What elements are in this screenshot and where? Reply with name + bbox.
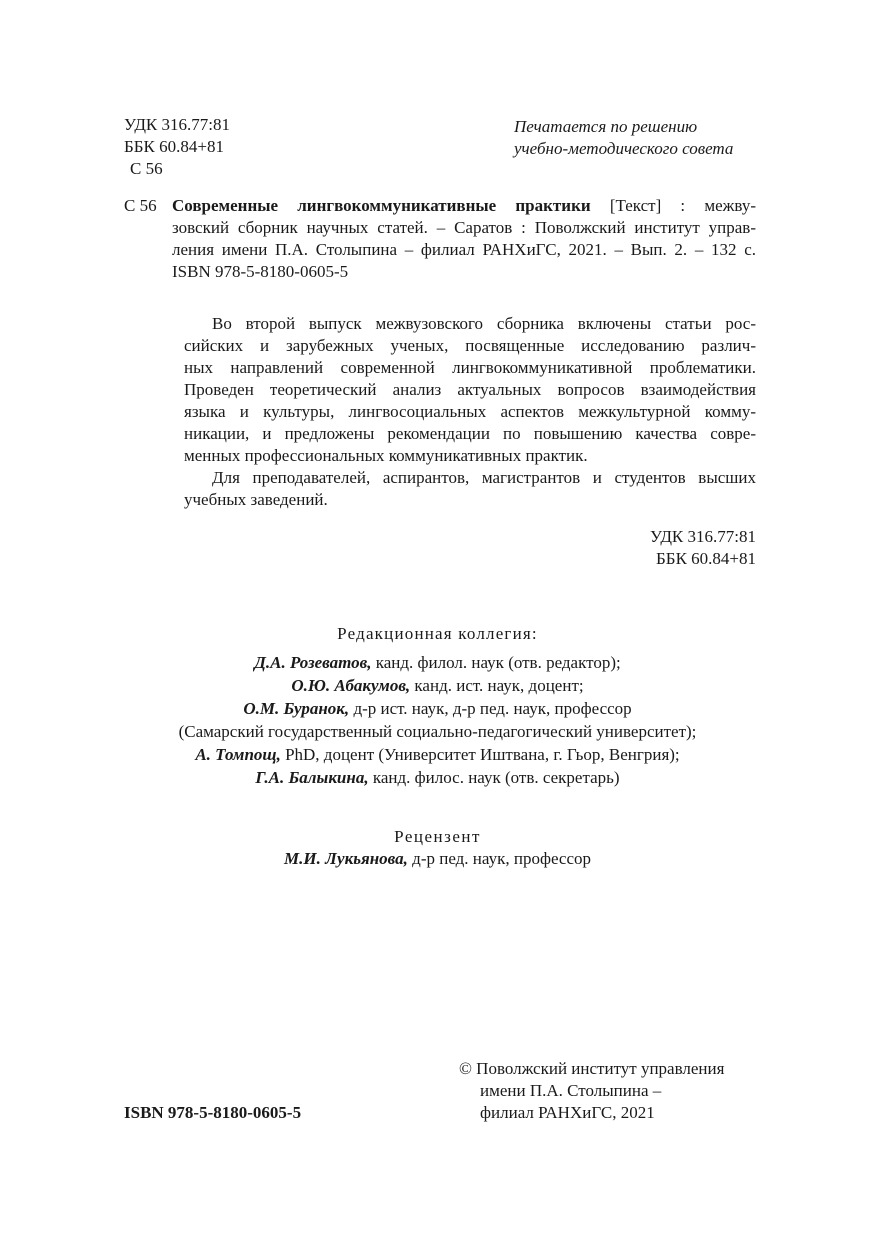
copyright-line-1: © Поволжский институт управления — [459, 1059, 725, 1078]
annotation-paragraph-1 — [184, 313, 756, 467]
annotation-line: Для преподавателей, аспирантов, магистрантов и студентов высших — [212, 468, 756, 487]
author-sign: С 56 — [130, 159, 163, 178]
member-desc: канд. филос. наук (отв. секретарь) — [368, 768, 620, 787]
bbk-code-right: ББК 60.84+81 — [656, 549, 756, 568]
annotation-line: учебных заведений. — [184, 490, 328, 509]
classification-codes — [124, 114, 230, 180]
biblio-line-1 — [172, 195, 756, 217]
annotation-line: сийских и зарубежных ученых, посвященные исследованию различ- — [184, 336, 756, 355]
annotation-line: языка и культуры, лингвосоциальных аспектов межкультурной комму- — [184, 402, 756, 421]
member-name: О.Ю. Абакумов, — [291, 676, 411, 695]
bibliographic-record — [124, 195, 756, 283]
reviewer-desc: д-р пед. наук, профессор — [407, 849, 592, 868]
member-name: О.М. Буранок, — [243, 699, 350, 718]
member-name: Г.А. Балыкина, — [255, 768, 369, 787]
member-name: Д.А. Розеватов, — [254, 653, 372, 672]
biblio-code: С 56 — [124, 196, 157, 215]
book-title: Современные лингвокоммуникативные практики — [172, 196, 591, 215]
biblio-isbn: ISBN 978-5-8180-0605-5 — [172, 262, 349, 281]
classification-codes-right — [650, 526, 756, 570]
decision-line-1: Печатается по решению — [514, 117, 698, 136]
biblio-text — [172, 195, 756, 283]
annotation — [184, 313, 756, 511]
reviewer-title: Рецензент — [394, 827, 481, 846]
member-desc: PhD, доцент (Университет Иштвана, г. Гьор, Венгрия); — [280, 745, 680, 764]
decision-line-2: учебно-методического совета — [514, 139, 734, 158]
board-member — [0, 743, 875, 766]
publication-decision — [514, 116, 733, 160]
udk-code-right: УДК 316.77:81 — [650, 527, 756, 546]
udk-code: УДК 316.77:81 — [124, 115, 230, 134]
annotation-line: Проведен теоретический анализ актуальных вопросов взаимодействия — [184, 380, 756, 399]
member-desc: канд. ист. наук, доцент; — [410, 676, 584, 695]
copyright-line-2: имени П.А. Столыпина – — [480, 1081, 662, 1100]
member-desc: (Самарский государственный социально-педагогический университет); — [178, 722, 697, 741]
member-name: А. Томпощ, — [195, 745, 281, 764]
annotation-paragraph-2 — [184, 467, 756, 511]
biblio-line-3: ления имени П.А. Столыпина – филиал РАНХиГС, 2021. – Вып. 2. – 132 с. — [172, 240, 756, 259]
biblio-line-2: зовский сборник научных статей. – Саратов : Поволжский институт управ- — [172, 218, 756, 237]
annotation-line: ных направлений современной лингвокоммуникативной проблематики. — [184, 358, 756, 377]
board-member-affiliation — [0, 720, 875, 743]
isbn-footer: ISBN 978-5-8180-0605-5 — [124, 1103, 302, 1122]
member-desc: д-р ист. наук, д-р пед. наук, профессор — [349, 699, 632, 718]
editorial-board-title: Редакционная коллегия: — [337, 624, 538, 643]
bbk-code: ББК 60.84+81 — [124, 137, 224, 156]
annotation-line: менных профессиональных коммуникативных практик. — [184, 446, 588, 465]
member-desc: канд. филол. наук (отв. редактор); — [371, 653, 621, 672]
reviewer — [0, 848, 875, 870]
annotation-line: никации, и предложены рекомендации по повышению качества совре- — [184, 424, 756, 443]
copyright-notice — [459, 1058, 724, 1124]
reviewer-name: М.И. Лукьянова, — [283, 849, 408, 868]
editorial-board-list — [0, 651, 875, 789]
board-member — [0, 651, 875, 674]
board-member — [0, 697, 875, 720]
annotation-line: Во второй выпуск межвузовского сборника включены статьи рос- — [212, 314, 756, 333]
board-member — [0, 674, 875, 697]
board-member — [0, 766, 875, 789]
copyright-line-3: филиал РАНХиГС, 2021 — [480, 1103, 655, 1122]
biblio-line-1-rest: [Текст] : межву- — [590, 196, 756, 215]
